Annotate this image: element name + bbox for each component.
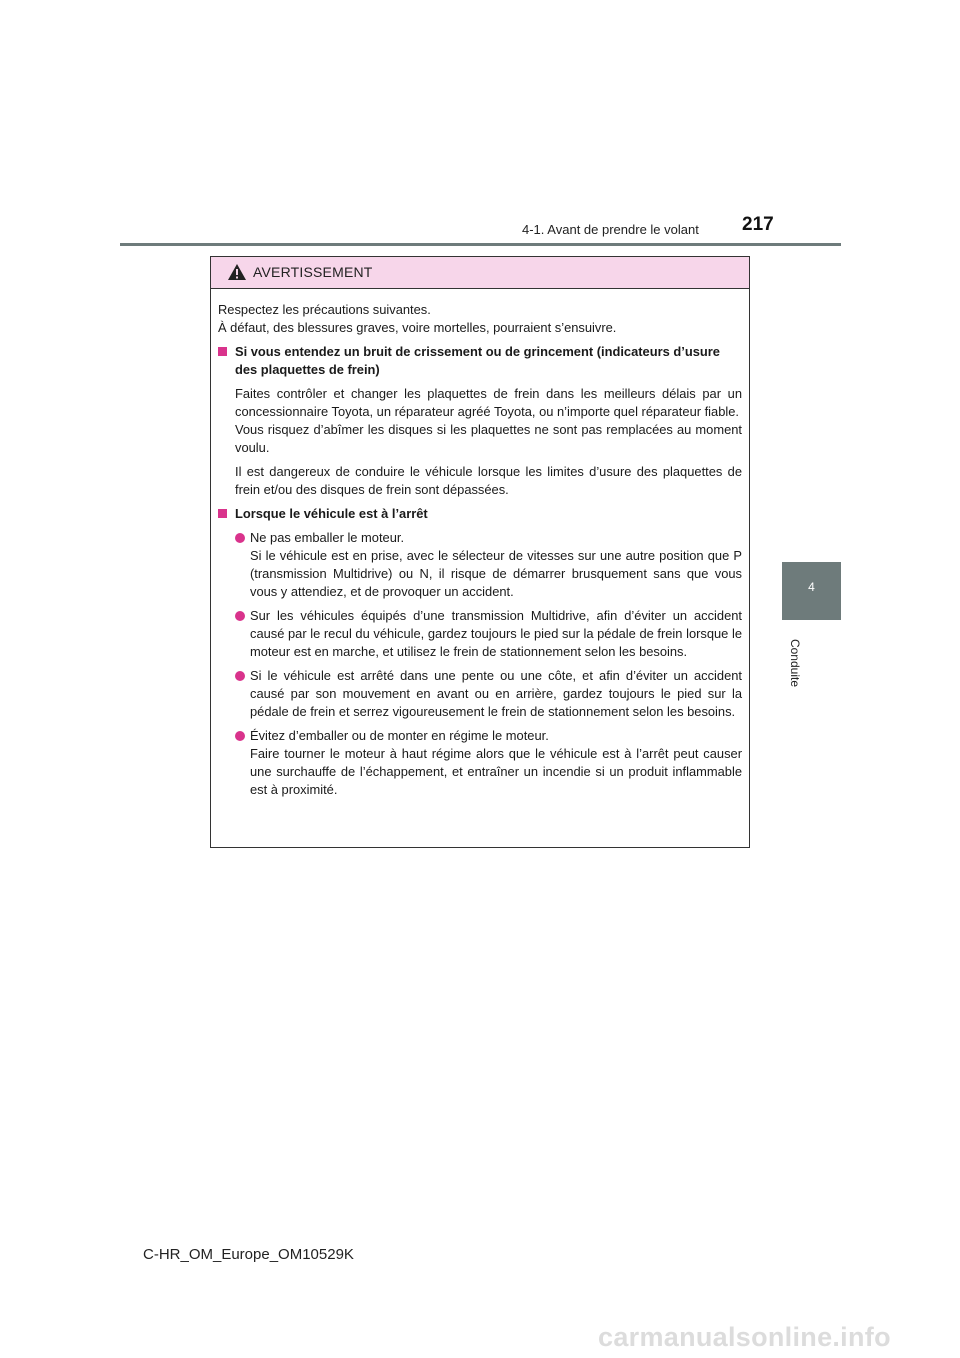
round-bullet-icon [235, 671, 245, 681]
header-rule [120, 243, 841, 246]
square-bullet-icon [218, 347, 227, 356]
warning-intro [218, 301, 742, 337]
section-heading-text: Si vous entendez un bruit de crissement ou de grincement (indicateurs d’usure des plaquettes de frein) [235, 344, 720, 377]
chapter-label: Conduite [788, 638, 802, 688]
list-item [218, 667, 742, 721]
round-bullet-icon [235, 731, 245, 741]
header-section-title: 4-1. Avant de prendre le volant [522, 222, 699, 237]
section-heading-text: Lorsque le véhicule est à l’arrêt [235, 506, 428, 521]
brake-wear-paragraph-2: Il est dangereux de conduire le véhicule lorsque les limites d’usure des plaquettes de frein et/ou des disques de frein sont dépassées. [235, 464, 742, 497]
bullet-line: Évitez d’emballer ou de monter en régime le moteur. [250, 728, 549, 743]
chapter-tab [782, 562, 841, 620]
paragraph-line: Faites contrôler et changer les plaquettes de frein dans les meilleurs délais par un concessionnaire Toyota, un réparateur agréé Toyota, ou n’importe quel réparateur fiable. [235, 386, 742, 419]
round-bullet-icon [235, 611, 245, 621]
bullet-line: Si le véhicule est en prise, avec le sélecteur de vitesses sur une autre position que P (transmission Multidrive) ou N, il risque de démarrer brusquement sans que vous vous y attendiez, et de provoquer un accident. [250, 548, 742, 599]
document-code: C-HR_OM_Europe_OM10529K [143, 1246, 354, 1263]
bullet-line: Ne pas emballer le moteur. [250, 530, 405, 545]
bullet-line: Sur les véhicules équipés d’une transmission Multidrive, afin d’éviter un accident causé par le recul du véhicule, gardez toujours le pied sur la pédale de frein lorsque le moteur est en marche, et utilisez le frein de stationnement selon les besoins. [250, 608, 742, 659]
list-item [218, 607, 742, 661]
page-number: 217 [742, 214, 774, 235]
intro-line-2: À défaut, des blessures graves, voire mortelles, pourraient s’ensuivre. [218, 320, 617, 335]
warning-box [210, 256, 750, 848]
paragraph-line: Vous risquez d’abîmer les disques si les plaquettes ne sont pas remplacées au moment voulu. [235, 422, 742, 455]
warning-header [211, 257, 749, 289]
watermark: carmanualsonline.info [598, 1322, 891, 1352]
list-item [218, 727, 742, 799]
square-bullet-icon [218, 509, 227, 518]
round-bullet-icon [235, 533, 245, 543]
section-heading-stopped [218, 505, 742, 523]
bullet-line: Faire tourner le moteur à haut régime alors que le véhicule est à l’arrêt peut causer une surchauffe de l’échappement, et entraîner un incendie si un produit inflammable est à proximité. [250, 746, 742, 797]
list-item [218, 529, 742, 601]
warning-title: AVERTISSEMENT [253, 264, 373, 280]
warning-triangle-icon [227, 263, 247, 281]
bullet-line: Si le véhicule est arrêté dans une pente ou une côte, et afin d’éviter un accident causé par son mouvement en avant ou en arrière, gardez toujours le pied sur la pédale de frein et serrez vigoureusement le frein de stationnement selon les besoins. [250, 668, 742, 719]
warning-body [211, 289, 749, 799]
intro-line-1: Respectez les précautions suivantes. [218, 302, 431, 317]
section-heading-brake-wear [218, 343, 742, 379]
brake-wear-paragraph-1 [218, 385, 742, 457]
chapter-number: 4 [808, 580, 815, 594]
